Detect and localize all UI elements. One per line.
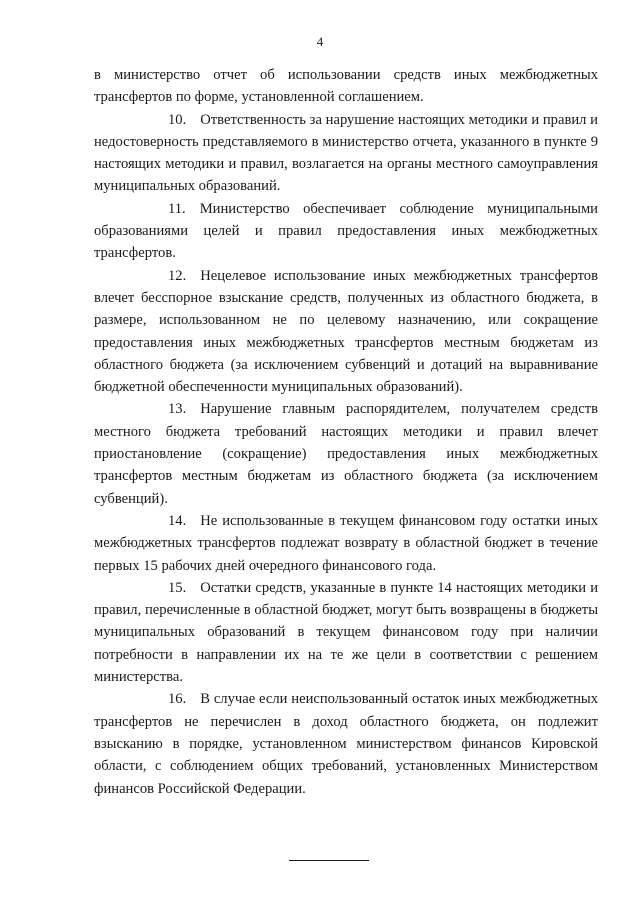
paragraph-14 <box>94 510 598 577</box>
paragraph-text: Ответственность за нарушение настоящих методики и правил и недостоверность представляемого в министерство отчета, указанного в пункте 9 настоящих методики и правил, возлагается на органы местного самоуправления муниципальных образований. <box>94 111 598 195</box>
paragraph-number: 15. <box>168 579 187 596</box>
paragraph-15 <box>94 577 598 688</box>
paragraph-text: Нарушение главным распорядителем, получателем средств местного бюджета требований настоящих методики и правил влечет приостановление (сокращение) предоставления иных межбюджетных трансфертов местным бюджетам из областного бюджета (за исключением субвенций). <box>94 401 598 507</box>
paragraph-text: в министерство отчет об использовании средств иных межбюджетных трансфертов по форме, установленной соглашением. <box>94 67 598 106</box>
paragraph-10 <box>94 109 598 198</box>
paragraph-number: 14. <box>168 512 187 529</box>
paragraph-text: В случае если неиспользованный остаток иных межбюджетных трансфертов не перечислен в доход областного бюджета, он подлежит взысканию в порядке, установленном министерством финансов Кировской области, с соблюдением общих требований, установленных Министерством финансов Российской Федерации. <box>94 691 598 797</box>
paragraph-number: 13. <box>168 401 187 418</box>
paragraph-number: 16. <box>168 691 187 708</box>
paragraph-13 <box>94 398 598 509</box>
paragraph-number: 10. <box>168 111 187 128</box>
paragraph-number: 11. <box>168 200 186 217</box>
paragraph-text: Остатки средств, указанные в пункте 14 настоящих методики и правил, перечисленные в областной бюджет, могут быть возвращены в бюджеты муниципальных образований в текущем финансовом году при наличии потребности в направлении их на те же цели в соответствии с решением министерства. <box>94 579 598 686</box>
paragraph-text: Министерство обеспечивает соблюдение муниципальными образованиями целей и правил предоставления иных межбюджетных трансфертов. <box>94 200 598 262</box>
paragraph-16 <box>94 688 598 799</box>
page-number: 4 <box>316 34 324 49</box>
paragraph-12 <box>94 265 598 399</box>
end-of-text-divider <box>289 860 369 861</box>
paragraph-text: Нецелевое использование иных межбюджетных трансфертов влечет бесспорное взыскание средств, полученных из областного бюджета, в размере, использованном не по целевому назначению, или сокращение предоставления иных межбюджетных трансфертов местным бюджетам из областного бюджета (за исключением субвенций и дотаций на выравнивание бюджетной обеспеченности муниципальных образований). <box>94 267 598 396</box>
paragraph-number: 12. <box>168 267 187 284</box>
paragraph-text: Не использованные в текущем финансовом году остатки иных межбюджетных трансфертов подлежат возврату в областной бюджет в течение первых 15 рабочих дней очередного финансового года. <box>94 512 598 574</box>
paragraph-11 <box>94 198 598 265</box>
document-body <box>94 64 598 800</box>
paragraph-continuation <box>94 64 598 109</box>
